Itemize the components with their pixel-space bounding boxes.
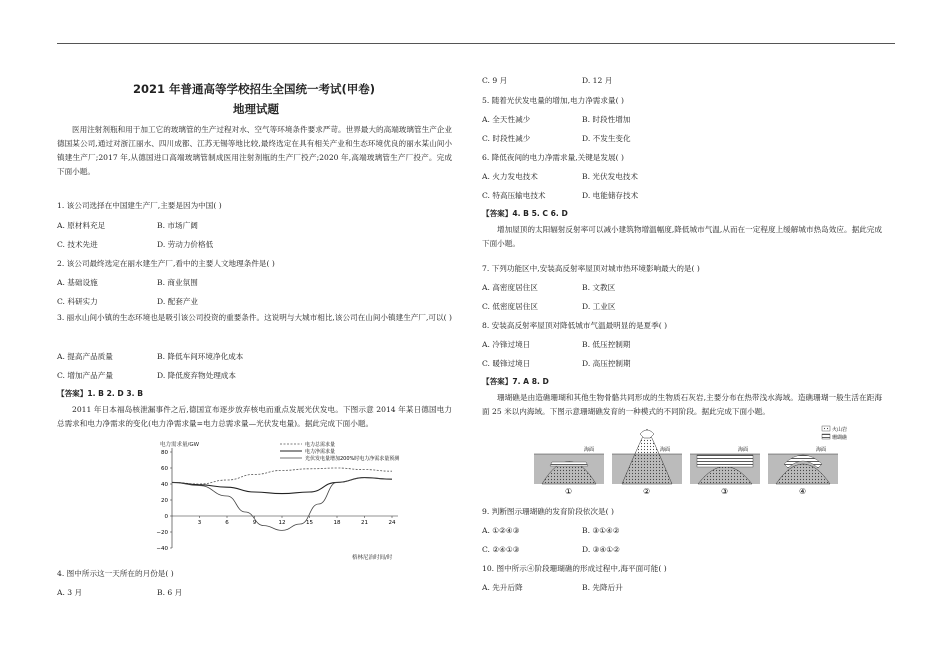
question-9: 9. 判断图示珊瑚礁的发育阶段依次是( ) xyxy=(482,507,614,516)
option-10a: A. 先升后降 xyxy=(482,583,523,592)
option-10b: B. 先降后升 xyxy=(582,583,623,592)
y-tick-label: −40 xyxy=(156,546,168,552)
intro-passage-1: 医用注射剂瓶和用于加工它的玻璃管的生产过程对水、空气等环境条件要求严苛。世界最大的高端玻璃管生产企业德国某公司,通过对浙江丽水、四川成都、江苏无锡等地比较,最终选定在具有相关产业和生态环境优良的丽水某山间小镇建生产厂;2017 年,从德国进口高端玻璃管制成医用注射剂瓶的生产厂投产;2020 年,高端玻璃管生产厂投产。完成下面小题。 xyxy=(57,125,452,176)
exam-subtitle: 地理试题 xyxy=(233,102,279,116)
y-tick-label: 40 xyxy=(161,482,168,488)
option-8b: B. 低压控制期 xyxy=(582,340,631,349)
legend-label-1: 电力总需求量 xyxy=(305,442,336,448)
option-7b: B. 文教区 xyxy=(582,283,616,292)
stage-1-panel xyxy=(534,446,604,496)
option-3c: C. 增加产品产量 xyxy=(57,371,113,380)
legend-label-2: 电力净需求量 xyxy=(305,449,336,455)
option-3a: A. 提高产品质量 xyxy=(57,352,113,361)
sea-label-3: 海面 xyxy=(738,447,749,453)
header-rule xyxy=(57,43,895,44)
legend-coral: 珊瑚礁 xyxy=(832,435,848,441)
question-5: 5. 随着光伏发电量的增加,电力净需求量( ) xyxy=(482,96,624,105)
option-5d: D. 不发生变化 xyxy=(582,134,631,143)
stage-1-label: ① xyxy=(565,487,573,496)
answer-7-8: 【答案】7. A 8. D xyxy=(482,377,549,386)
exam-title: 2021 年普通高等学校招生全国统一考试(甲卷) xyxy=(133,82,376,96)
option-5b: B. 时段性增加 xyxy=(582,115,631,124)
option-9d: D. ③④①② xyxy=(582,545,620,554)
sea-label-4: 海面 xyxy=(816,447,827,453)
x-tick-label: 6 xyxy=(225,520,229,526)
x-tick-label: 3 xyxy=(197,520,202,526)
chart-xlabel: 格林尼治时间/时 xyxy=(352,555,393,561)
option-4c: C. 9 月 xyxy=(482,76,508,85)
stage-4-panel xyxy=(768,446,838,496)
option-8c: C. 暖锋过境日 xyxy=(482,359,531,368)
option-2d: D. 配套产业 xyxy=(157,297,199,306)
option-3d: D. 降低废弃物处理成本 xyxy=(157,371,236,380)
x-tick-label: 12 xyxy=(278,520,286,526)
option-6b: B. 光伏发电技术 xyxy=(582,172,638,181)
legend-volcanic-swatch xyxy=(822,426,830,431)
question-8: 8. 安装高反射率屋顶对降低城市气温最明显的是夏季( ) xyxy=(482,321,668,330)
option-6d: D. 电能储存技术 xyxy=(582,191,639,200)
option-6c: C. 特高压输电技术 xyxy=(482,191,546,200)
x-tick-label: 9 xyxy=(252,520,257,526)
chart-legend xyxy=(280,441,399,462)
option-1b: B. 市场广阔 xyxy=(157,221,198,230)
x-tick-label: 15 xyxy=(306,520,313,526)
x-tick-label: 21 xyxy=(361,520,368,526)
option-9a: A. ①②④③ xyxy=(482,526,520,535)
question-2: 2. 该公司最终选定在丽水建生产厂,看中的主要人文地理条件是( ) xyxy=(57,259,275,268)
series-line-2 xyxy=(172,478,392,494)
option-3b: B. 降低车间环境净化成本 xyxy=(157,352,244,361)
chart-axes xyxy=(156,448,398,552)
option-8a: A. 冷锋过境日 xyxy=(482,340,531,349)
sea-label-1: 海面 xyxy=(584,447,595,453)
sea-label-2: 海面 xyxy=(660,447,671,453)
intro-passage-3: 增加屋顶的太阳辐射反射率可以减小建筑物增温幅度,降低城市气温,从而在一定程度上缓解城市热岛效应。据此完成下面小题。 xyxy=(482,225,882,248)
option-6a: A. 火力发电技术 xyxy=(482,172,538,181)
y-tick-label: 80 xyxy=(161,450,168,456)
option-9b: B. ③①④② xyxy=(582,526,620,535)
intro-passage-2: 2011 年日本福岛核泄漏事件之后,德国宣布逐步放弃核电而重点发展光伏发电。下图示意 2014 年某日德国电力总需求和电力净需求的变化(电力净需求量=电力总需求量—光伏发电量)。据此完成下面小题。 xyxy=(57,405,452,428)
question-10: 10. 图中所示④阶段珊瑚礁的形成过程中,海平面可能( ) xyxy=(482,564,667,573)
answer-4-6: 【答案】4. B 5. C 6. D xyxy=(482,209,568,218)
x-tick-label: 24 xyxy=(388,520,396,526)
question-3: 3. 丽水山间小镇的生态环境也是吸引该公司投资的重要条件。这说明与大城市相比,该公司在山间小镇建生产厂,可以( ) xyxy=(57,313,452,322)
stage-3-label: ③ xyxy=(721,487,729,496)
coral-reef-diagram xyxy=(532,424,852,499)
option-2b: B. 商业氛围 xyxy=(157,278,198,287)
option-2c: C. 科研实力 xyxy=(57,297,98,306)
chart-ylabel: 电力需求量/GW xyxy=(160,442,200,448)
question-4: 4. 图中所示这一天所在的月份是( ) xyxy=(57,569,174,578)
option-2a: A. 基础设施 xyxy=(57,278,98,287)
option-1c: C. 技术先进 xyxy=(57,240,98,249)
option-4d: D. 12 月 xyxy=(582,76,613,85)
y-tick-label: −20 xyxy=(156,530,168,536)
option-4b: B. 6 月 xyxy=(157,588,183,597)
option-5c: C. 时段性减少 xyxy=(482,134,531,143)
series-line-1 xyxy=(172,468,392,484)
option-7a: A. 高密度居住区 xyxy=(482,283,538,292)
legend-label-3: 光伏发电量增加200%时电力净需求量预测 xyxy=(305,456,400,462)
intro-passage-4: 珊瑚礁是由造礁珊瑚和其他生物骨骼共同形成的生物质石灰岩,主要分布在热带浅水海域。造礁珊瑚一般生活在距海面 25 米以内海域。下图示意珊瑚礁发育的一种模式的不同阶段。据此完成下面小题。 xyxy=(482,393,882,416)
stage-3-panel xyxy=(690,446,760,496)
option-9c: C. ②④①③ xyxy=(482,545,520,554)
option-7c: C. 低密度居住区 xyxy=(482,302,538,311)
question-1: 1. 该公司选择在中国建生产厂,主要是因为中国( ) xyxy=(57,201,222,210)
option-4a: A. 3 月 xyxy=(57,588,83,597)
legend-volcanic: 火山岩 xyxy=(832,427,848,433)
y-tick-label: 60 xyxy=(161,466,168,472)
stage-2-label: ② xyxy=(643,487,651,496)
option-1a: A. 原材料充足 xyxy=(57,221,106,230)
stage-2-panel xyxy=(612,429,682,496)
answer-1-3: 【答案】1. B 2. D 3. B xyxy=(57,389,143,398)
question-6: 6. 降低夜间的电力净需求量,关键是发展( ) xyxy=(482,153,624,162)
stage-4-label: ④ xyxy=(799,487,807,496)
option-1d: D. 劳动力价格低 xyxy=(157,240,214,249)
option-5a: A. 全天性减少 xyxy=(482,115,531,124)
x-tick-label: 18 xyxy=(333,520,341,526)
y-tick-label: 0 xyxy=(164,514,168,520)
y-tick-label: 20 xyxy=(161,498,168,504)
question-7: 7. 下列功能区中,安装高反射率屋顶对城市热环境影响最大的是( ) xyxy=(482,264,700,273)
option-7d: D. 工业区 xyxy=(582,302,616,311)
legend-coral-swatch xyxy=(822,434,830,439)
option-8d: D. 高压控制期 xyxy=(582,359,631,368)
electricity-demand-chart xyxy=(142,438,442,563)
